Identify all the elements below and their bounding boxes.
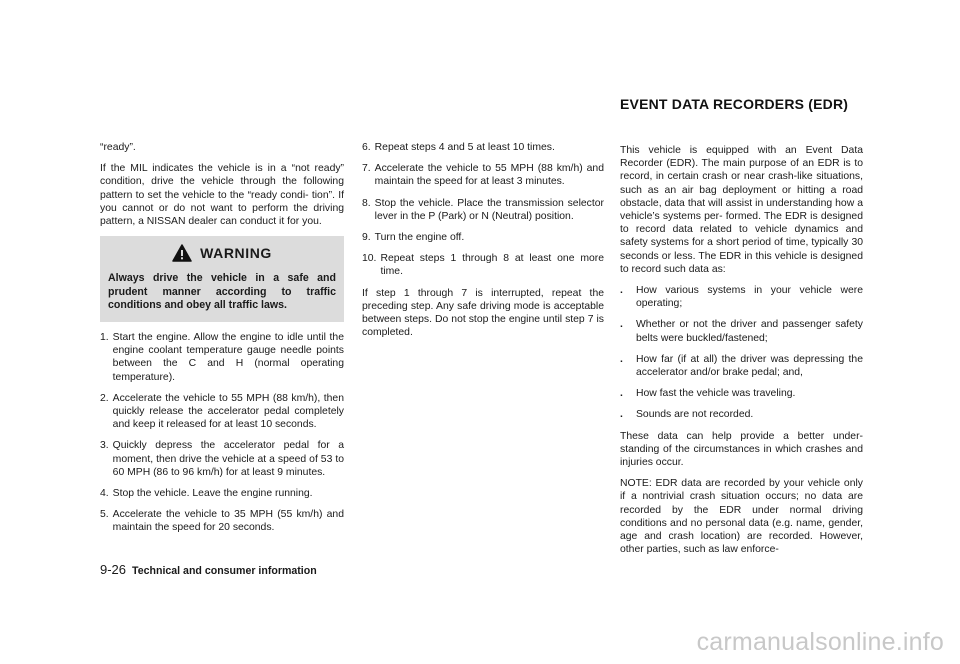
bullet-marker: . bbox=[620, 388, 623, 400]
paragraph: “ready”. bbox=[100, 142, 136, 153]
warning-title: WARNING bbox=[200, 244, 272, 261]
list-item bbox=[100, 331, 344, 384]
steps-list-2 bbox=[362, 141, 604, 279]
column-2 bbox=[362, 141, 604, 347]
warning-text: Always drive the vehicle in a safe and prudent manner according to traffic conditions and obey all traffic laws. bbox=[108, 272, 336, 312]
step-number: 2. bbox=[100, 392, 109, 404]
warning-box bbox=[100, 236, 344, 322]
step-text: Accelerate the vehicle to 55 MPH (88 km/h) and maintain the speed for at least 3 minutes. bbox=[374, 163, 604, 188]
list-item bbox=[362, 197, 604, 223]
list-item bbox=[100, 439, 344, 479]
paragraph: This vehicle is equipped with an Event Data Recorder (EDR). The main purpose of an EDR is to record, in certain crash or near crash-like situations, such as an air bag deployment or hitting a road obstacle, data that will assist in understanding how a vehicle’s systems per- formed. The EDR is designed to record data related to vehicle dynamics and safety systems for a short period of time, typically 30 seconds or less. The EDR in this vehicle is designed to record such data as: bbox=[620, 145, 863, 275]
step-text: Turn the engine off. bbox=[374, 232, 465, 244]
bullet-text: Sounds are not recorded. bbox=[636, 409, 754, 421]
list-item bbox=[620, 387, 863, 400]
bullet-marker: . bbox=[620, 353, 623, 365]
bullet-text: How far (if at all) the driver was depressing the accelerator and/or brake pedal; and, bbox=[636, 353, 863, 379]
bullet-text: How various systems in your vehicle were operating; bbox=[636, 285, 863, 310]
list-item bbox=[620, 284, 863, 310]
step-text: Quickly depress the accelerator pedal for a moment, then drive the vehicle at a speed of 53 to 60 MPH (86 to 96 km/h) for at least 9 minutes. bbox=[112, 440, 344, 478]
step-number: 5. bbox=[100, 509, 109, 521]
page-footer bbox=[100, 562, 317, 577]
column-3 bbox=[620, 144, 863, 564]
list-item bbox=[620, 318, 863, 344]
step-number: 4. bbox=[100, 488, 109, 500]
step-text: Start the engine. Allow the engine to idle until the engine coolant temperature gauge needle points between the C and H (normal operating temperature). bbox=[112, 332, 344, 383]
page-number: 9-26 bbox=[100, 562, 127, 577]
list-item bbox=[362, 252, 604, 278]
bullet-text: Whether or not the driver and passenger safety belts were buckled/fastened; bbox=[636, 319, 863, 344]
step-number: 8. bbox=[362, 197, 371, 209]
step-text: Repeat steps 1 through 8 at least one more time. bbox=[380, 253, 604, 278]
list-item bbox=[362, 162, 604, 188]
step-text: Repeat steps 4 and 5 at least 10 times. bbox=[374, 142, 555, 153]
step-text: Stop the vehicle. Place the transmission selector lever in the P (Park) or N (Neutral) position. bbox=[374, 197, 604, 222]
watermark: carmanualsonline.info bbox=[696, 628, 944, 656]
warning-triangle-icon bbox=[172, 244, 192, 262]
step-number: 1. bbox=[100, 332, 109, 343]
list-item bbox=[620, 353, 863, 379]
footer-section-title: Technical and consumer information bbox=[132, 565, 317, 577]
step-number: 3. bbox=[100, 440, 109, 452]
step-number: 10. bbox=[362, 253, 377, 265]
section-title: EVENT DATA RECORDERS (EDR) bbox=[620, 96, 849, 112]
step-number: 7. bbox=[362, 163, 371, 175]
bullet-marker: . bbox=[620, 409, 623, 421]
step-number: 6. bbox=[362, 142, 371, 153]
steps-list-1 bbox=[100, 331, 344, 535]
list-item bbox=[100, 487, 344, 500]
paragraph: If the MIL indicates the vehicle is in a “not ready” condition, drive the vehicle through the following pattern to set the vehicle to the “ready condi- tion”. If you cannot or do not want to perform the driving pattern, a NISSAN dealer can conduct it for you. bbox=[100, 163, 344, 228]
bullet-marker: . bbox=[620, 319, 623, 331]
step-text: Accelerate the vehicle to 35 MPH (55 km/h) and maintain the speed for 20 seconds. bbox=[112, 509, 344, 534]
bullet-text: How fast the vehicle was traveling. bbox=[636, 388, 796, 400]
paragraph: If step 1 through 7 is interrupted, repeat the preceding step. Any safe driving mode is acceptable between steps. Do not stop the engine until step 7 is completed. bbox=[362, 287, 604, 339]
column-1 bbox=[100, 141, 344, 543]
list-item bbox=[620, 408, 863, 421]
bullet-marker: . bbox=[620, 285, 623, 297]
list-item bbox=[362, 141, 604, 154]
paragraph: These data can help provide a better under- standing of the circumstances in which crashes and injuries occur. bbox=[620, 430, 863, 469]
list-item bbox=[100, 508, 344, 534]
list-item bbox=[362, 231, 604, 244]
step-text: Accelerate the vehicle to 55 MPH (88 km/h), then quickly release the accelerator pedal completely and keep it released for at least 10 seconds. bbox=[112, 392, 344, 431]
step-text: Stop the vehicle. Leave the engine running. bbox=[112, 488, 313, 500]
warning-header bbox=[108, 244, 336, 262]
paragraph: NOTE: EDR data are recorded by your vehicle only if a nontrivial crash situation occurs; no data are recorded by the EDR under normal driving conditions and no personal data (e.g. name, gender, age and crash location) are recorded. However, other parties, such as law enforce- bbox=[620, 478, 863, 556]
step-number: 9. bbox=[362, 232, 371, 244]
list-item bbox=[100, 392, 344, 432]
bullet-list bbox=[620, 284, 863, 422]
